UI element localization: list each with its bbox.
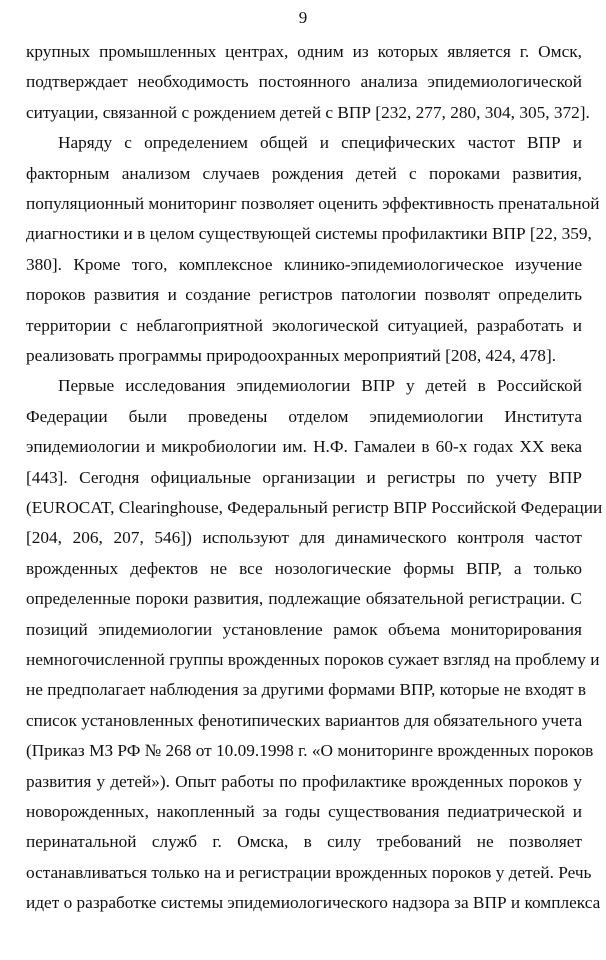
text-line: Первые исследования эпидемиологии ВПР у детей в Российской — [58, 376, 582, 396]
text-line: территории с неблагоприятной экологической ситуацией, разработать и — [26, 315, 582, 335]
text-line: эпидемиологии и микробиологии им. Н.Ф. Гамалеи в 60-х годах XX века — [26, 437, 582, 457]
text-line: диагностики и в целом существующей системы профилактики ВПР [22, 359, — [26, 224, 592, 244]
text-line: Федерации были проведены отделом эпидемиологии Института — [26, 406, 582, 426]
text-line: Наряду с определением общей и специфических частот ВПР и — [58, 133, 582, 153]
text-line: пороков развития и создание регистров патологии позволят определить — [26, 285, 582, 305]
text-line: крупных промышленных центрах, одним из которых является г. Омск, — [26, 42, 582, 61]
text-line: определенные пороки развития, подлежащие обязательной регистрации. С — [26, 589, 582, 609]
text-line: останавливаться только на и регистрации врожденных пороков у детей. Речь — [26, 862, 592, 882]
text-line: 380]. Кроме того, комплексное клинико-эпидемиологическое изучение — [26, 254, 582, 274]
text-line: позиций эпидемиологии установление рамок объема мониторирования — [26, 619, 582, 639]
text-line: врожденных дефектов не все нозологические формы ВПР, а только — [26, 558, 582, 578]
page-number: 9 — [298, 8, 308, 27]
text-line: развития у детей»). Опыт работы по профилактике врожденных пороков у — [26, 771, 582, 791]
text-line: факторным анализом случаев рождения детей с пороками развития, — [26, 163, 582, 183]
text-line: ситуации, связанной с рождением детей с ВПР [232, 277, 280, 304, 305, 372]. — [26, 102, 590, 122]
text-line: перинатальной служб г. Омска, в силу требований не позволяет — [26, 832, 582, 852]
text-line: не предполагает наблюдения за другими формами ВПР, которые не входят в — [26, 680, 587, 700]
text-line: подтверждает необходимость постоянного анализа эпидемиологической — [26, 72, 582, 92]
text-line: список установленных фенотипических вариантов для обязательного учета — [26, 710, 583, 730]
text-line: [443]. Сегодня официальные организации и регистры по учету ВПР — [26, 467, 582, 487]
text-line: (EUROCAT, Clearinghouse, Федеральный регистр ВПР Российской Федерации — [26, 498, 603, 517]
text-line: [204, 206, 207, 546]) используют для динамического контроля частот — [26, 528, 582, 548]
text-line: (Приказ МЗ РФ № 268 от 10.09.1998 г. «О мониторинге врожденных пороков — [26, 741, 594, 761]
text-line: популяционный мониторинг позволяет оценить эффективность пренатальной — [26, 194, 600, 213]
text-line: новорожденных, накопленный за годы существования педиатрической и — [26, 802, 582, 821]
text-line: реализовать программы природоохранных мероприятий [208, 424, 478]. — [26, 346, 557, 365]
text-line: идет о разработке системы эпидемиологического надзора за ВПР и комплекса — [26, 893, 601, 913]
text-line: немногочисленной группы врожденных пороков сужает взгляд на проблему и — [26, 650, 600, 669]
